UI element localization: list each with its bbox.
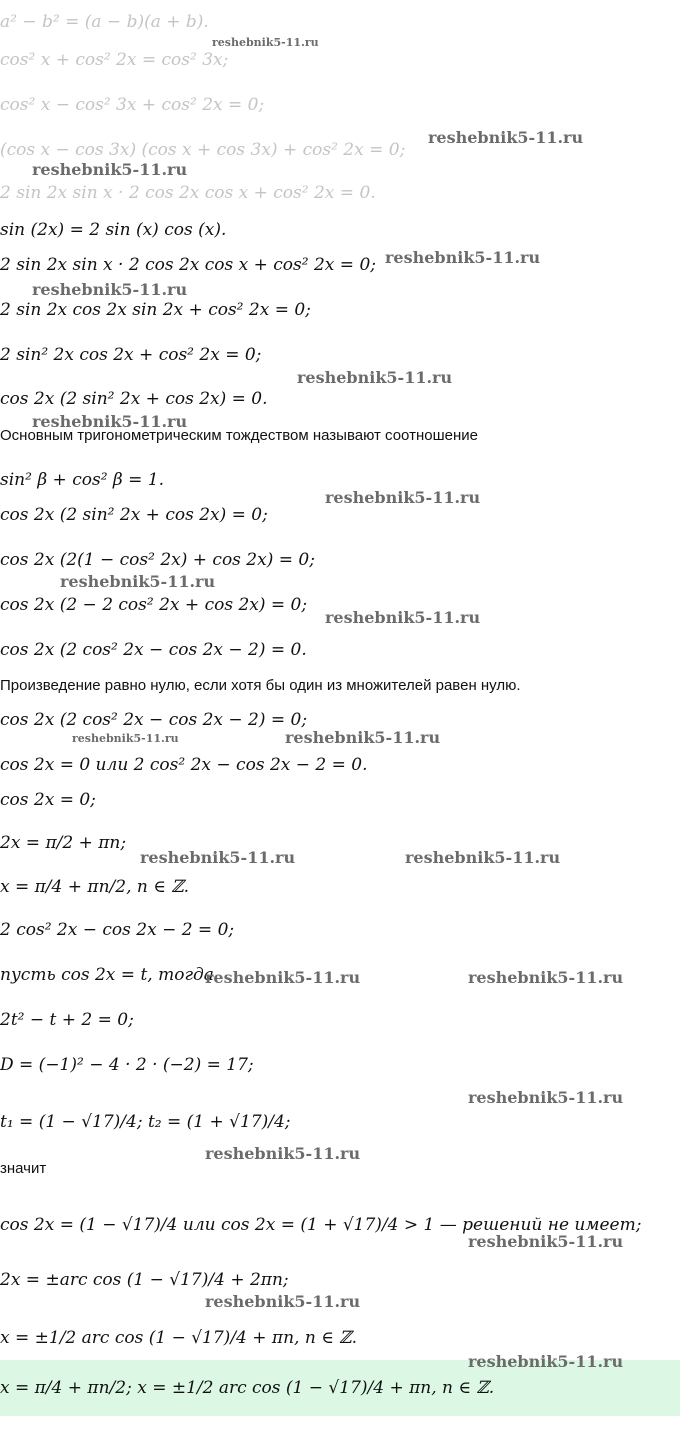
formula-line: 2x = ±arc cos (1 − √17)/4 + 2πn;	[0, 1270, 289, 1290]
explanation-text: значит	[0, 1160, 47, 1177]
watermark: reshebnik5-11.ru	[468, 1352, 624, 1371]
formula-line: cos 2x = 0;	[0, 790, 96, 810]
formula-line: x = ±1/2 arc cos (1 − √17)/4 + πn, n ∈ ℤ.	[0, 1328, 357, 1348]
formula-line: пусть cos 2x = t, тогда	[0, 965, 214, 985]
formula-line: sin (2x) = 2 sin (x) cos (x).	[0, 220, 227, 240]
watermark: reshebnik5-11.ru	[72, 732, 179, 745]
answer-formula: x = π/4 + πn/2; x = ±1/2 arc cos (1 − √17)/4 + πn, n ∈ ℤ.	[0, 1378, 495, 1398]
formula-line: D = (−1)² − 4 · 2 · (−2) = 17;	[0, 1055, 254, 1075]
watermark: reshebnik5-11.ru	[205, 1144, 361, 1163]
formula-line: 2 sin 2x cos 2x sin 2x + cos² 2x = 0;	[0, 300, 311, 320]
formula-line: cos² x + cos² 2x = cos² 3x;	[0, 50, 229, 70]
formula-line: t₁ = (1 − √17)/4; t₂ = (1 + √17)/4;	[0, 1112, 291, 1132]
formula-line: (cos x − cos 3x) (cos x + cos 3x) + cos² 2x = 0;	[0, 140, 406, 160]
formula-line: 2 sin² 2x cos 2x + cos² 2x = 0;	[0, 345, 262, 365]
formula-line: cos 2x (2 cos² 2x − cos 2x − 2) = 0;	[0, 710, 308, 730]
formula-line: cos 2x (2 sin² 2x + cos 2x) = 0.	[0, 389, 268, 409]
formula-line: cos² x − cos² 3x + cos² 2x = 0;	[0, 95, 265, 115]
watermark: reshebnik5-11.ru	[405, 848, 561, 867]
formula-line: cos 2x = (1 − √17)/4 или cos 2x = (1 + √17)/4 > 1 — решений не имеет;	[0, 1215, 642, 1235]
formula-line: cos 2x = 0 или 2 cos² 2x − cos 2x − 2 = 0.	[0, 755, 368, 775]
watermark: reshebnik5-11.ru	[325, 488, 481, 507]
watermark: reshebnik5-11.ru	[297, 368, 453, 387]
watermark: reshebnik5-11.ru	[32, 160, 188, 179]
formula-line: 2t² − t + 2 = 0;	[0, 1010, 134, 1030]
watermark: reshebnik5-11.ru	[205, 968, 361, 987]
watermark: reshebnik5-11.ru	[212, 36, 319, 49]
watermark: reshebnik5-11.ru	[32, 280, 188, 299]
watermark: reshebnik5-11.ru	[468, 968, 624, 987]
watermark: reshebnik5-11.ru	[325, 608, 481, 627]
formula-line: 2 cos² 2x − cos 2x − 2 = 0;	[0, 920, 235, 940]
watermark: reshebnik5-11.ru	[385, 248, 541, 267]
formula-line: cos 2x (2(1 − cos² 2x) + cos 2x) = 0;	[0, 550, 315, 570]
formula-line: 2 sin 2x sin x · 2 cos 2x cos x + cos² 2x = 0.	[0, 183, 376, 203]
explanation-text: Произведение равно нулю, если хотя бы один из множителей равен нулю.	[0, 677, 521, 694]
formula-line: x = π/4 + πn/2, n ∈ ℤ.	[0, 877, 190, 897]
watermark: reshebnik5-11.ru	[428, 128, 584, 147]
formula-line: 2 sin 2x sin x · 2 cos 2x cos x + cos² 2x = 0;	[0, 255, 376, 275]
formula-line: cos 2x (2 cos² 2x − cos 2x − 2) = 0.	[0, 640, 307, 660]
watermark: reshebnik5-11.ru	[205, 1292, 361, 1311]
watermark: reshebnik5-11.ru	[60, 572, 216, 591]
watermark: reshebnik5-11.ru	[468, 1088, 624, 1107]
watermark: reshebnik5-11.ru	[285, 728, 441, 747]
watermark: reshebnik5-11.ru	[32, 412, 188, 431]
formula-line: cos 2x (2 − 2 cos² 2x + cos 2x) = 0;	[0, 595, 308, 615]
watermark: reshebnik5-11.ru	[140, 848, 296, 867]
formula-line: a² − b² = (a − b)(a + b).	[0, 12, 209, 32]
formula-line: sin² β + cos² β = 1.	[0, 470, 165, 490]
formula-line: 2x = π/2 + πn;	[0, 833, 127, 853]
watermark: reshebnik5-11.ru	[468, 1232, 624, 1251]
formula-line: cos 2x (2 sin² 2x + cos 2x) = 0;	[0, 505, 268, 525]
explanation-text: Основным тригонометрическим тождеством называют соотношение	[0, 427, 478, 444]
